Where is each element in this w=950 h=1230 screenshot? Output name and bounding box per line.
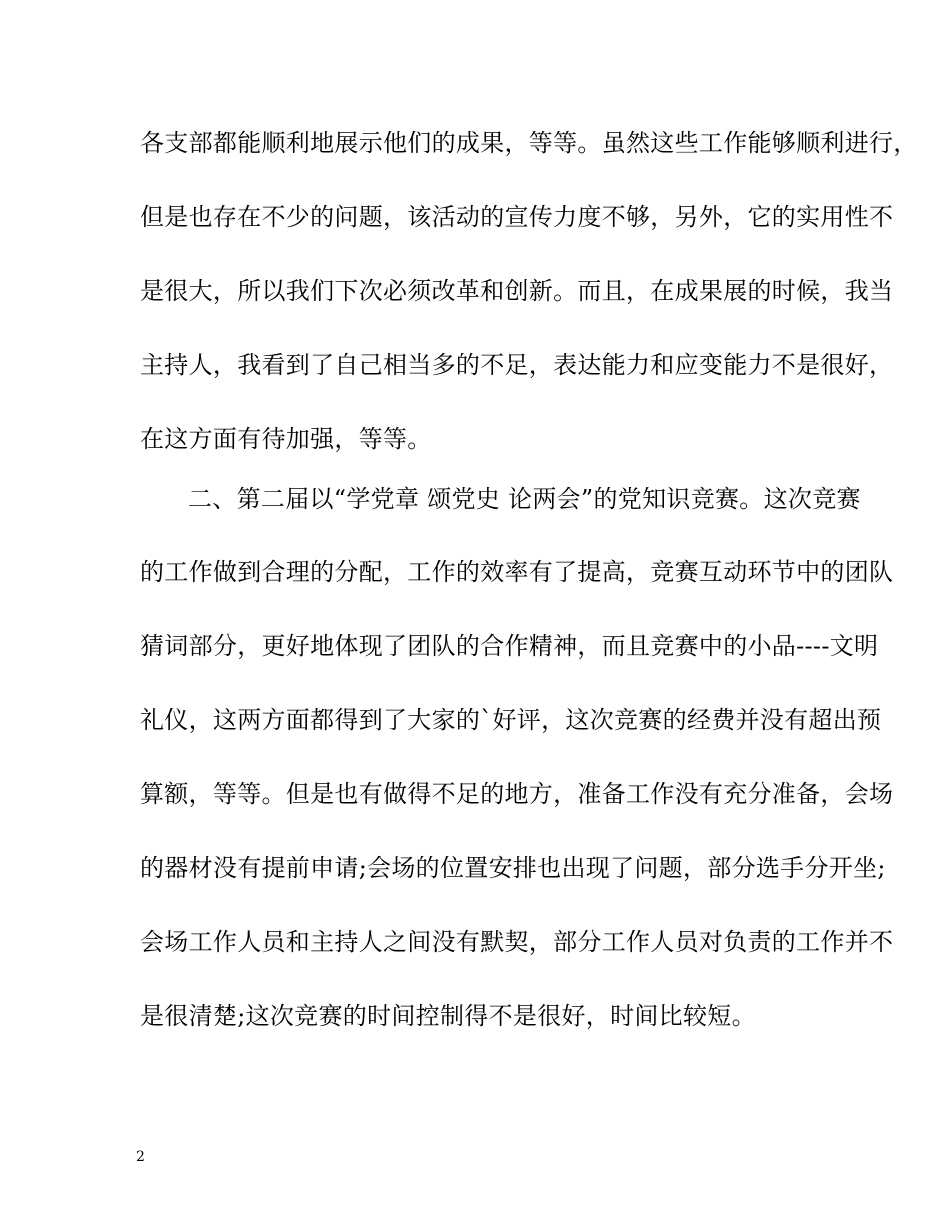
text-line: 二、第二届以“学党章 颂党史 论两会”的党知识竞赛。这次竞赛 — [188, 485, 861, 513]
text-line: 礼仪，这两方面都得到了大家的`好评，这次竞赛的经费并没有超出预 — [140, 706, 882, 734]
text-line: 算额，等等。但是也有做得不足的地方，准备工作没有充分准备，会场 — [140, 780, 894, 808]
text-line: 是很清楚;这次竞赛的时间控制得不是很好，时间比较短。 — [140, 1002, 756, 1030]
text-line: 在这方面有待加强，等等。 — [140, 425, 432, 453]
text-line: 会场工作人员和主持人之间没有默契，部分工作人员对负责的工作并不 — [140, 928, 894, 956]
text-line: 的工作做到合理的分配，工作的效率有了提高，竞赛互动环节中的团队 — [140, 558, 894, 586]
text-line: 主持人，我看到了自己相当多的不足，表达能力和应变能力不是很好， — [140, 351, 894, 379]
text-line: 各支部都能顺利地展示他们的成果，等等。虽然这些工作能够顺利进行， — [140, 129, 918, 157]
text-line: 的器材没有提前申请;会场的位置安排也出现了问题，部分选手分开坐; — [140, 854, 886, 882]
text-line: 是很大，所以我们下次必须改革和创新。而且，在成果展的时候，我当 — [140, 277, 894, 305]
page-number: 2 — [136, 1149, 145, 1165]
text-line: 但是也存在不少的问题，该活动的宣传力度不够，另外，它的实用性不 — [140, 203, 894, 231]
text-line: 猜词部分，更好地体现了团队的合作精神，而且竞赛中的小品----文明 — [140, 632, 879, 660]
